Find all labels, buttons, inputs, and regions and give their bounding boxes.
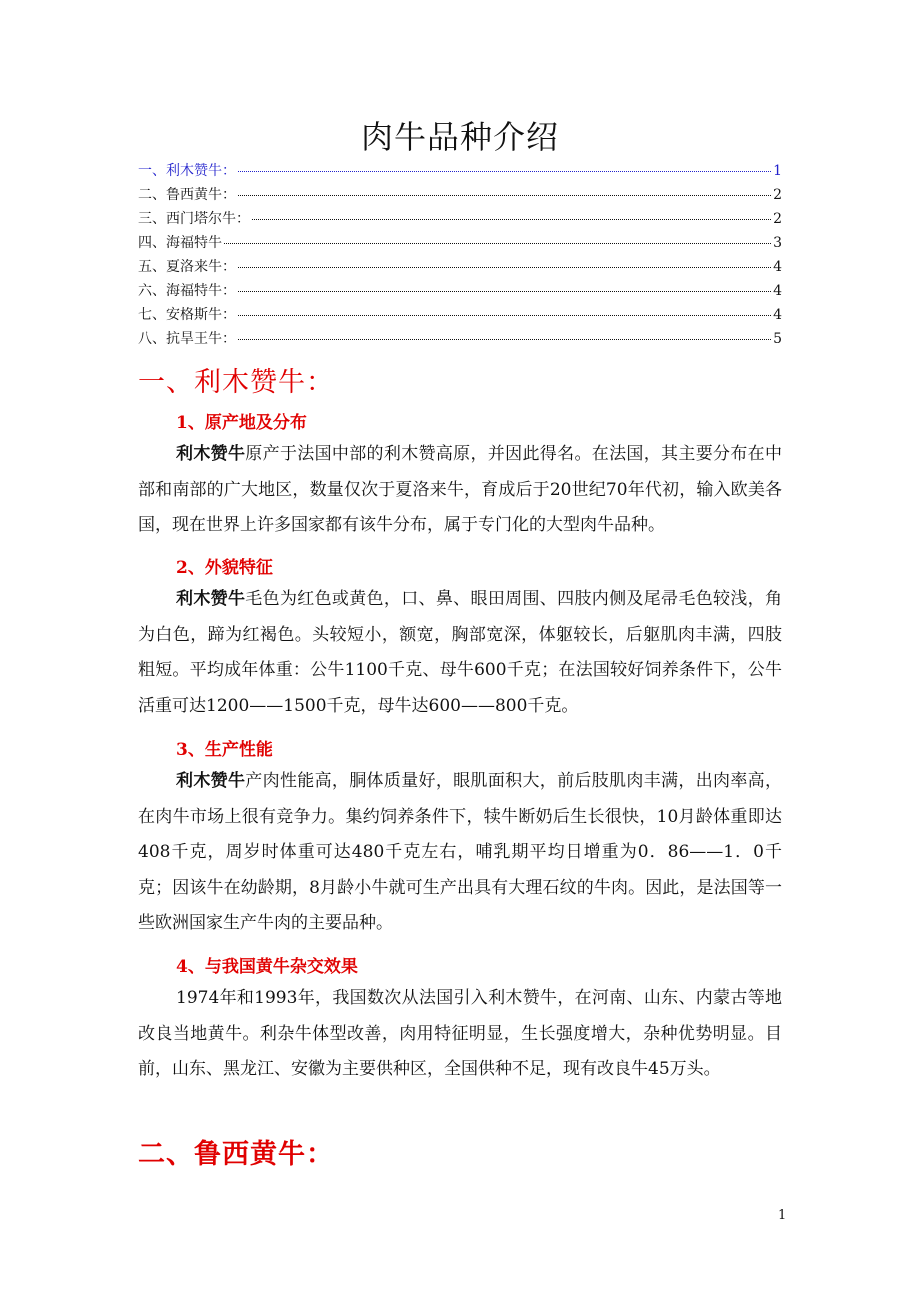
breed-name: 利木赞牛 bbox=[176, 589, 246, 609]
toc-entry-page: 2 bbox=[773, 211, 782, 227]
toc-entry-text: 六、海福特牛： bbox=[138, 283, 236, 299]
toc-dot-leader bbox=[238, 291, 771, 292]
paragraph bbox=[138, 437, 782, 544]
paragraph-text: 产肉性能高，胴体质量好，眼肌面积大，前后肢肌肉丰满，出肉率高，在肉牛市场上很有竞争力。集约饲养条件下，犊牛断奶后生长很快，10月龄体重即达408千克，周岁时体重可达480千克左右，哺乳期平均日增重为0．86——1．0千克；因该牛在幼龄期，8月龄小牛就可生产出具有大理石纹的牛肉。因此，是法国等一些欧洲国家生产牛肉的主要品种。 bbox=[138, 771, 783, 933]
toc-entry-page: 4 bbox=[773, 307, 782, 323]
document-title: 肉牛品种介绍 bbox=[360, 118, 559, 156]
toc-entry[interactable] bbox=[138, 184, 782, 208]
toc-dot-leader bbox=[238, 339, 771, 340]
paragraph-text: 原产于法国中部的利木赞高原，并因此得名。在法国，其主要分布在中部和南部的广大地区，数量仅次于夏洛来牛，育成后于20世纪70年代初，输入欧美各国，现在世界上许多国家都有该牛分布，属于专门化的大型肉牛品种。 bbox=[138, 444, 783, 535]
toc-entry-text: 四、海福特牛 bbox=[138, 235, 222, 251]
paragraph-text: 1974年和1993年，我国数次从法国引入利木赞牛，在河南、山东、内蒙古等地改良当地黄牛。利杂牛体型改善，肉用特征明显，生长强度增大，杂种优势明显。目前，山东、黑龙江、安徽为主要供种区，全国供种不足，现有改良牛45万头。 bbox=[138, 988, 782, 1079]
paragraph-text: 毛色为红色或黄色，口、鼻、眼田周围、四肢内侧及尾帚毛色较浅，角为白色，蹄为红褐色。头较短小，额宽，胸部宽深，体躯较长，后躯肌肉丰满，四肢粗短。平均成年体重：公牛1100千克、母牛600千克；在法国较好饲养条件下，公牛活重可达1200——1500千克，母牛达600——800千克。 bbox=[138, 589, 783, 716]
toc-entry[interactable] bbox=[138, 208, 782, 232]
toc-entry-text: 一、利木赞牛： bbox=[138, 163, 236, 179]
breed-name: 利木赞牛 bbox=[176, 444, 246, 464]
toc-entry-text: 五、夏洛来牛： bbox=[138, 259, 236, 275]
toc-entry-text: 二、鲁西黄牛： bbox=[138, 187, 236, 203]
toc-entry[interactable] bbox=[138, 160, 782, 184]
subsection-heading: 3、生产性能 bbox=[176, 740, 273, 760]
toc-entry-page: 4 bbox=[773, 283, 782, 299]
toc-entry-page: 5 bbox=[773, 331, 782, 347]
toc-entry[interactable] bbox=[138, 232, 782, 256]
toc-entry[interactable] bbox=[138, 304, 782, 328]
toc-entry-page: 3 bbox=[773, 235, 782, 251]
toc-entry[interactable] bbox=[138, 280, 782, 304]
subsection-heading: 2、外貌特征 bbox=[176, 558, 273, 578]
table-of-contents bbox=[138, 160, 782, 352]
toc-entry-text: 七、安格斯牛： bbox=[138, 307, 236, 323]
toc-entry-page: 2 bbox=[773, 187, 782, 203]
subsection-heading: 4、与我国黄牛杂交效果 bbox=[176, 957, 358, 977]
toc-entry-page: 4 bbox=[773, 259, 782, 275]
toc-dot-leader bbox=[252, 219, 771, 220]
paragraph bbox=[138, 764, 782, 942]
toc-entry-text: 三、西门塔尔牛： bbox=[138, 211, 250, 227]
toc-entry[interactable] bbox=[138, 256, 782, 280]
toc-dot-leader bbox=[238, 195, 771, 196]
paragraph bbox=[138, 981, 782, 1088]
toc-entry-page: 1 bbox=[773, 163, 782, 179]
toc-dot-leader bbox=[238, 315, 771, 316]
breed-name: 利木赞牛 bbox=[176, 771, 246, 791]
toc-entry[interactable] bbox=[138, 328, 782, 352]
toc-dot-leader bbox=[238, 171, 771, 172]
section-heading: 一、利木赞牛： bbox=[138, 367, 334, 398]
toc-dot-leader bbox=[238, 267, 771, 268]
page-number: 1 bbox=[778, 1208, 787, 1223]
toc-dot-leader bbox=[224, 243, 771, 244]
subsection-heading: 1、原产地及分布 bbox=[176, 413, 307, 433]
toc-entry-text: 八、抗旱王牛： bbox=[138, 331, 236, 347]
paragraph bbox=[138, 582, 782, 724]
section-heading: 二、鲁西黄牛： bbox=[138, 1139, 334, 1170]
